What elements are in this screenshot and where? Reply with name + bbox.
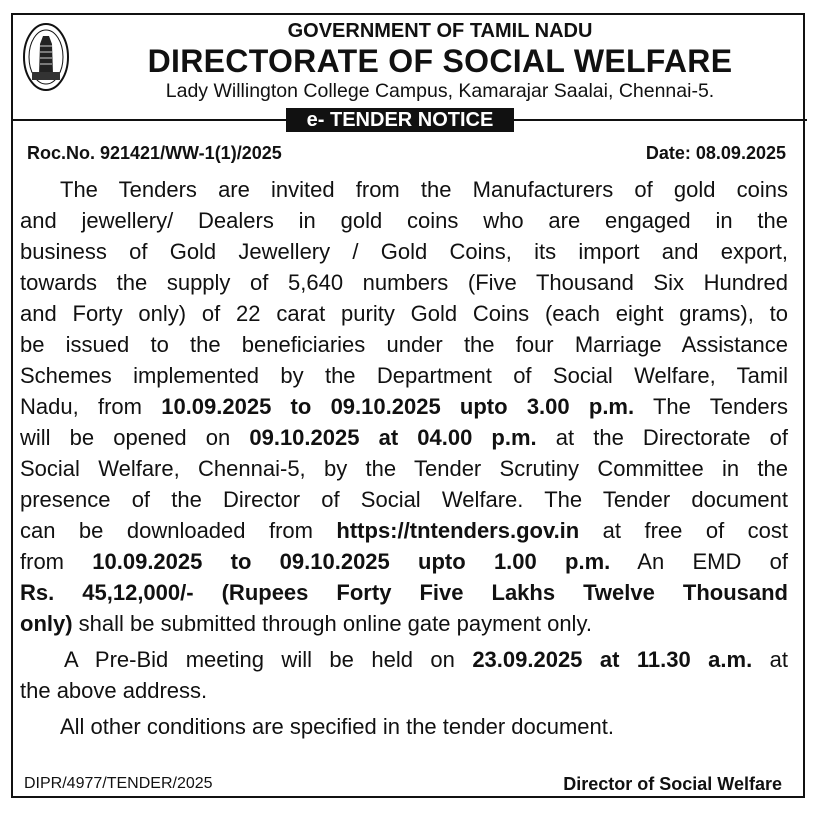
government-heading: GOVERNMENT OF TAMIL NADU xyxy=(287,20,593,42)
paragraph xyxy=(20,644,788,706)
text-line xyxy=(20,298,788,329)
text-line xyxy=(20,236,788,267)
bold-text: 09.10.2025 at 04.00 p.m. xyxy=(249,425,537,450)
text-line xyxy=(20,205,788,236)
text-segment: and Forty only) of 22 carat purity Gold Coins (each eight grams), to xyxy=(20,301,788,326)
bold-text: Rs. 45,12,000/- (Rupees Forty Five Lakhs Twelve Thousand xyxy=(20,580,788,605)
text-line xyxy=(20,267,788,298)
text-segment: be issued to the beneficiaries under the four Marriage Assistance xyxy=(20,332,788,357)
bold-text: only) xyxy=(20,611,73,636)
text-line xyxy=(20,329,788,360)
text-segment: All other conditions are specified in the tender document. xyxy=(60,714,614,739)
text-segment: A Pre-Bid meeting will be held on xyxy=(64,647,473,672)
text-segment: Nadu, from xyxy=(20,394,162,419)
text-line xyxy=(20,608,788,639)
text-line xyxy=(20,484,788,515)
notice-body xyxy=(20,174,788,747)
dipr-reference: DIPR/4977/TENDER/2025 xyxy=(24,775,213,792)
text-line xyxy=(20,711,788,742)
text-segment: The Tenders xyxy=(634,394,788,419)
bold-text: 23.09.2025 at 11.30 a.m. xyxy=(472,647,753,672)
text-segment: can be downloaded from xyxy=(20,518,337,543)
notice-title-badge: e- TENDER NOTICE xyxy=(286,108,514,132)
text-line xyxy=(20,546,788,577)
text-segment: at free of cost xyxy=(579,518,788,543)
text-line xyxy=(20,360,788,391)
text-segment: at xyxy=(752,647,788,672)
text-segment: Social Welfare, Chennai-5, by the Tender Scrutiny Committee in the xyxy=(20,456,788,481)
bold-text: 10.09.2025 to 09.10.2025 upto 1.00 p.m. xyxy=(92,549,611,574)
text-segment: will be opened on xyxy=(20,425,250,450)
tamil-nadu-emblem-logo xyxy=(22,22,70,92)
text-segment: at the Directorate of xyxy=(536,425,788,450)
text-line xyxy=(20,515,788,546)
text-line xyxy=(20,174,788,205)
text-segment: the above address. xyxy=(20,678,208,703)
bold-text: 10.09.2025 to 09.10.2025 upto 3.00 p.m. xyxy=(161,394,635,419)
text-segment: business of Gold Jewellery / Gold Coins, its import and export, xyxy=(20,239,788,264)
text-segment: An EMD of xyxy=(610,549,788,574)
paragraph xyxy=(20,711,788,742)
roc-number: Roc.No. 921421/WW-1(1)/2025 xyxy=(27,143,282,163)
notice-date: Date: 08.09.2025 xyxy=(645,143,786,163)
directorate-heading: DIRECTORATE OF SOCIAL WELFARE xyxy=(147,43,733,79)
bold-text: https://tntenders.gov.in xyxy=(336,518,580,543)
text-segment: presence of the Director of Social Welfare. The Tender document xyxy=(20,487,788,512)
text-line xyxy=(20,644,788,675)
text-line xyxy=(20,453,788,484)
text-segment: towards the supply of 5,640 numbers (Five Thousand Six Hundred xyxy=(20,270,788,295)
address: Lady Willington College Campus, Kamarajar Saalai, Chennai-5. xyxy=(165,80,715,102)
text-line xyxy=(20,391,788,422)
text-segment: from xyxy=(20,549,93,574)
signatory: Director of Social Welfare xyxy=(563,774,782,794)
text-segment: shall be submitted through online gate payment only. xyxy=(72,611,592,636)
text-segment: The Tenders are invited from the Manufacturers of gold coins xyxy=(60,177,788,202)
text-segment: and jewellery/ Dealers in gold coins who are engaged in the xyxy=(20,208,788,233)
text-segment: Schemes implemented by the Department of Social Welfare, Tamil xyxy=(20,363,788,388)
text-line xyxy=(20,675,788,706)
text-line xyxy=(20,422,788,453)
text-line xyxy=(20,577,788,608)
paragraph xyxy=(20,174,788,639)
